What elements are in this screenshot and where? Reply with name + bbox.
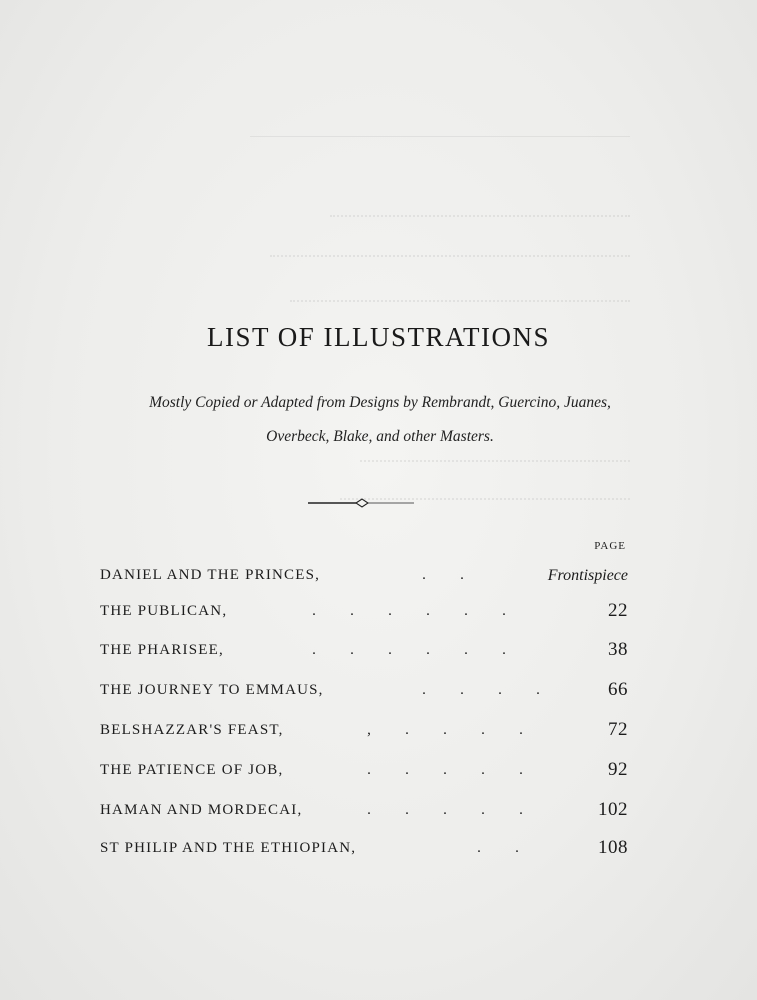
entry-title: HAMAN AND MORDECAI, bbox=[100, 802, 303, 818]
list-item bbox=[100, 679, 628, 712]
entry-title: DANIEL AND THE PRINCES, bbox=[100, 567, 321, 583]
entry-title: THE PUBLICAN, bbox=[100, 603, 228, 619]
entry-page: 66 bbox=[608, 679, 628, 700]
entry-page: 102 bbox=[598, 799, 628, 820]
show-through-decoration bbox=[290, 290, 630, 302]
leader-dots: . . . . . . bbox=[312, 642, 506, 658]
show-through-decoration bbox=[250, 120, 630, 137]
entry-title: THE PHARISEE, bbox=[100, 642, 224, 658]
show-through-decoration bbox=[360, 450, 630, 462]
entry-page: Frontispiece bbox=[547, 567, 628, 584]
entry-title: ST PHILIP AND THE ETHIOPIAN, bbox=[100, 840, 357, 856]
entry-title: THE JOURNEY TO EMMAUS, bbox=[100, 682, 324, 698]
subtitle-line-2: Overbeck, Blake, and other Masters. bbox=[266, 428, 494, 445]
entry-title: BELSHAZZAR'S FEAST, bbox=[100, 722, 284, 738]
leader-dots: , . . . . bbox=[367, 722, 523, 738]
leader-dots: . . . . bbox=[422, 682, 540, 698]
page-title: LIST OF ILLUSTRATIONS bbox=[206, 322, 550, 352]
entry-page: 92 bbox=[608, 759, 628, 780]
show-through-decoration bbox=[330, 205, 630, 217]
list-item bbox=[100, 600, 628, 633]
leader-dots: . . bbox=[422, 567, 464, 583]
leader-dots: . . bbox=[477, 840, 519, 856]
list-item bbox=[100, 799, 628, 832]
entry-page: 38 bbox=[608, 639, 628, 660]
list-item bbox=[100, 719, 628, 752]
entry-page: 72 bbox=[608, 719, 628, 740]
list-item bbox=[100, 837, 628, 870]
entry-title: THE PATIENCE OF JOB, bbox=[100, 762, 284, 778]
leader-dots: . . . . . bbox=[367, 762, 523, 778]
entry-page: 108 bbox=[598, 837, 628, 858]
ornament-divider bbox=[306, 496, 416, 510]
subtitle-line-1: Mostly Copied or Adapted from Designs by Rembrandt, Guercino, Juanes, bbox=[149, 394, 611, 411]
leader-dots: . . . . . bbox=[367, 802, 523, 818]
page-column-header: PAGE bbox=[594, 540, 626, 552]
list-item bbox=[100, 639, 628, 672]
list-item bbox=[100, 567, 628, 597]
list-item bbox=[100, 759, 628, 792]
leader-dots: . . . . . . bbox=[312, 603, 506, 619]
show-through-decoration bbox=[270, 245, 630, 257]
entry-page: 22 bbox=[608, 600, 628, 621]
